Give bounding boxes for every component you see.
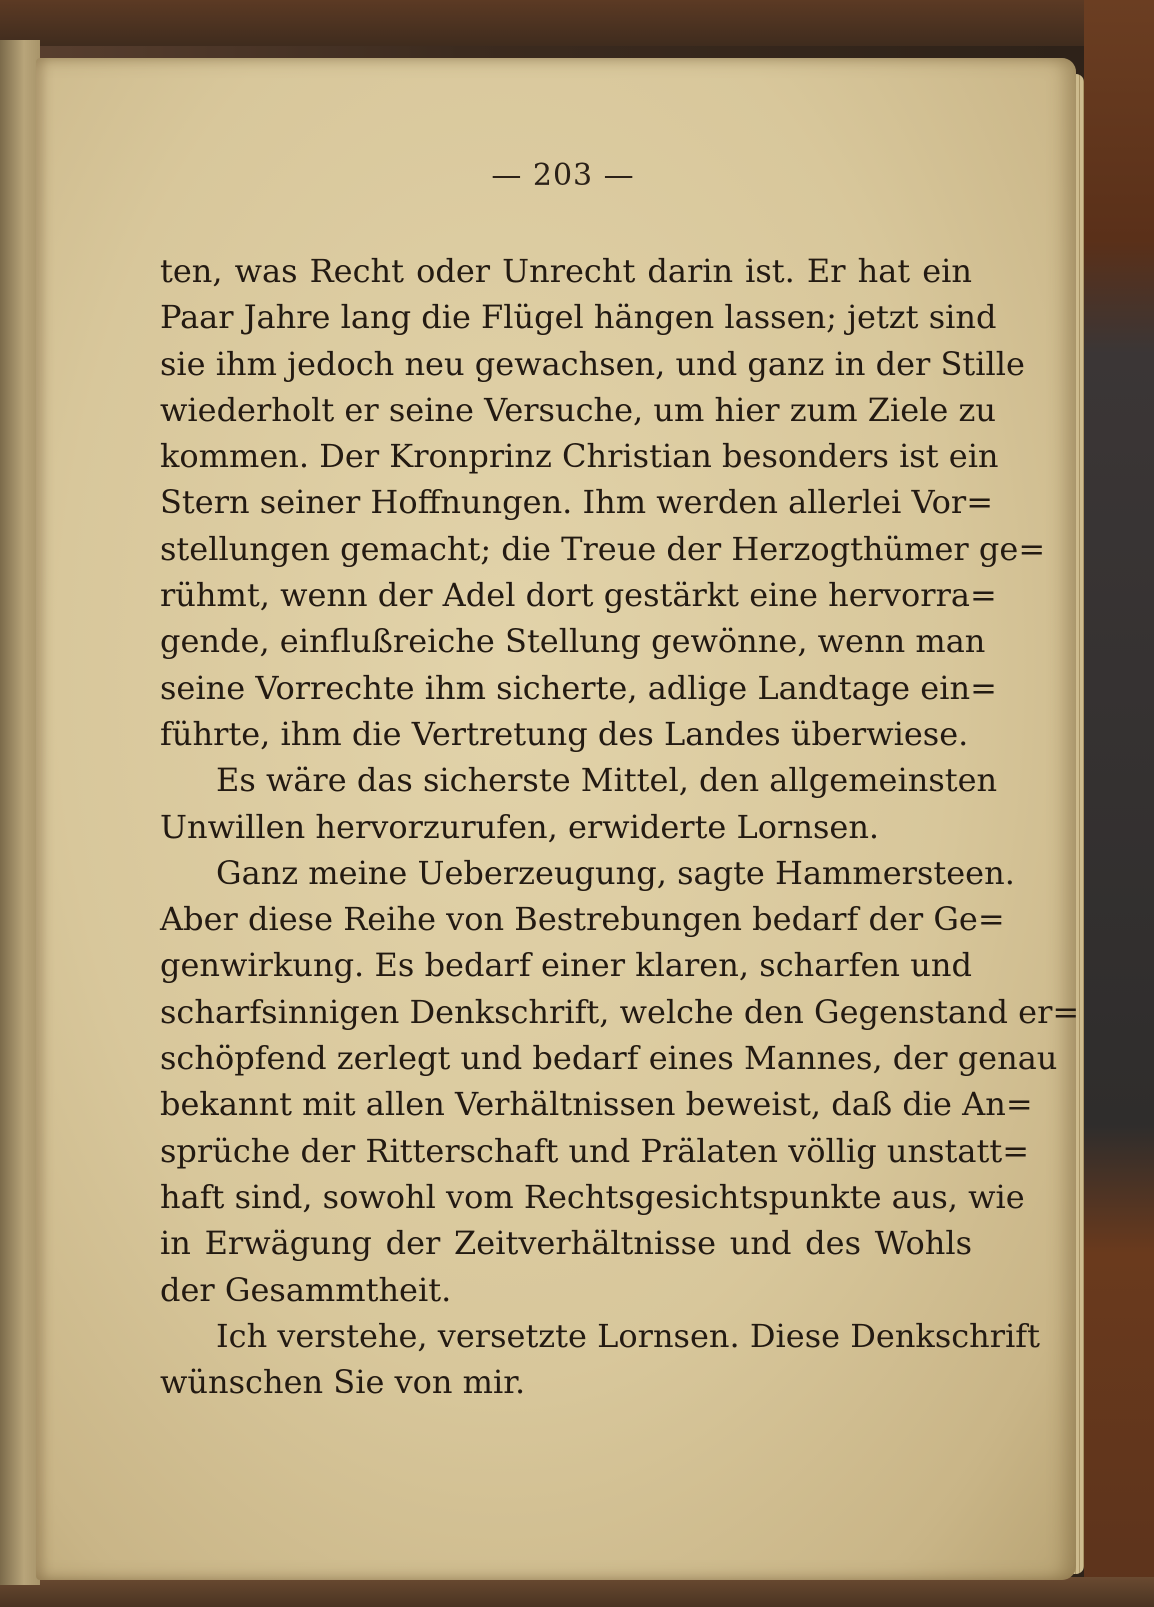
text-line: führte, ihm die Vertretung des Landes überwiese.	[160, 714, 969, 753]
left-page-edge	[0, 40, 40, 1585]
text-line: scharfsinnigen Denkschrift, welche den Gegenstand er=	[160, 992, 1080, 1031]
text-line: stellungen gemacht; die Treue der Herzogthümer ge=	[160, 529, 1046, 568]
text-line: der Gesammtheit.	[160, 1270, 452, 1309]
text-line: sprüche der Ritterschaft und Prälaten völlig unstatt=	[160, 1131, 1030, 1170]
text-line: bekannt mit allen Verhältnissen beweist, daß die An=	[160, 1085, 1033, 1124]
text-line: kommen. Der Kronprinz Christian besonders ist ein	[160, 437, 999, 476]
text-line: in Erwägung der Zeitverhältnisse und des Wohls	[160, 1224, 972, 1263]
text-line: gende, einflußreiche Stellung gewönne, wenn man	[160, 622, 986, 661]
text-line: sie ihm jedoch neu gewachsen, und ganz in der Stille	[160, 344, 1025, 383]
cover-bottom-edge	[0, 1577, 1154, 1607]
text-line: Ganz meine Ueberzeugung, sagte Hammersteen.	[216, 853, 1015, 892]
text-line: rühmt, wenn der Adel dort gestärkt eine hervorra=	[160, 576, 997, 615]
text-line: schöpfend zerlegt und bedarf eines Mannes, der genau	[160, 1039, 1058, 1078]
text-line: Ich verstehe, versetzte Lornsen. Diese Denkschrift	[216, 1316, 1040, 1355]
text-line: haft sind, sowohl vom Rechtsgesichtspunkte aus, wie	[160, 1177, 1025, 1216]
text-line: ten, was Recht oder Unrecht darin ist. Er hat ein	[160, 252, 972, 290]
text-line: genwirkung. Es bedarf einer klaren, scharfen und	[160, 946, 972, 985]
text-line: Es wäre das sicherste Mittel, den allgemeinsten	[216, 761, 998, 800]
text-line: wiederholt er seine Versuche, um hier zum Ziele zu	[160, 390, 996, 429]
text-line: Unwillen hervorzurufen, erwiderte Lornsen.	[160, 807, 880, 846]
page-text	[160, 248, 1080, 1405]
text-line: seine Vorrechte ihm sicherte, adlige Landtage ein=	[160, 668, 997, 707]
text-line: Paar Jahre lang die Flügel hängen lassen; jetzt sind	[160, 298, 997, 337]
cover-right-edge	[1084, 0, 1154, 1607]
book-page	[36, 58, 1080, 1580]
cover-top-edge	[0, 0, 1154, 46]
page-number: — 203 —	[491, 158, 635, 193]
text-line: Aber diese Reihe von Bestrebungen bedarf der Ge=	[160, 900, 1005, 939]
text-line: Stern seiner Hoffnungen. Ihm werden allerlei Vor=	[160, 483, 994, 522]
text-line: wünschen Sie von mir.	[160, 1363, 526, 1402]
